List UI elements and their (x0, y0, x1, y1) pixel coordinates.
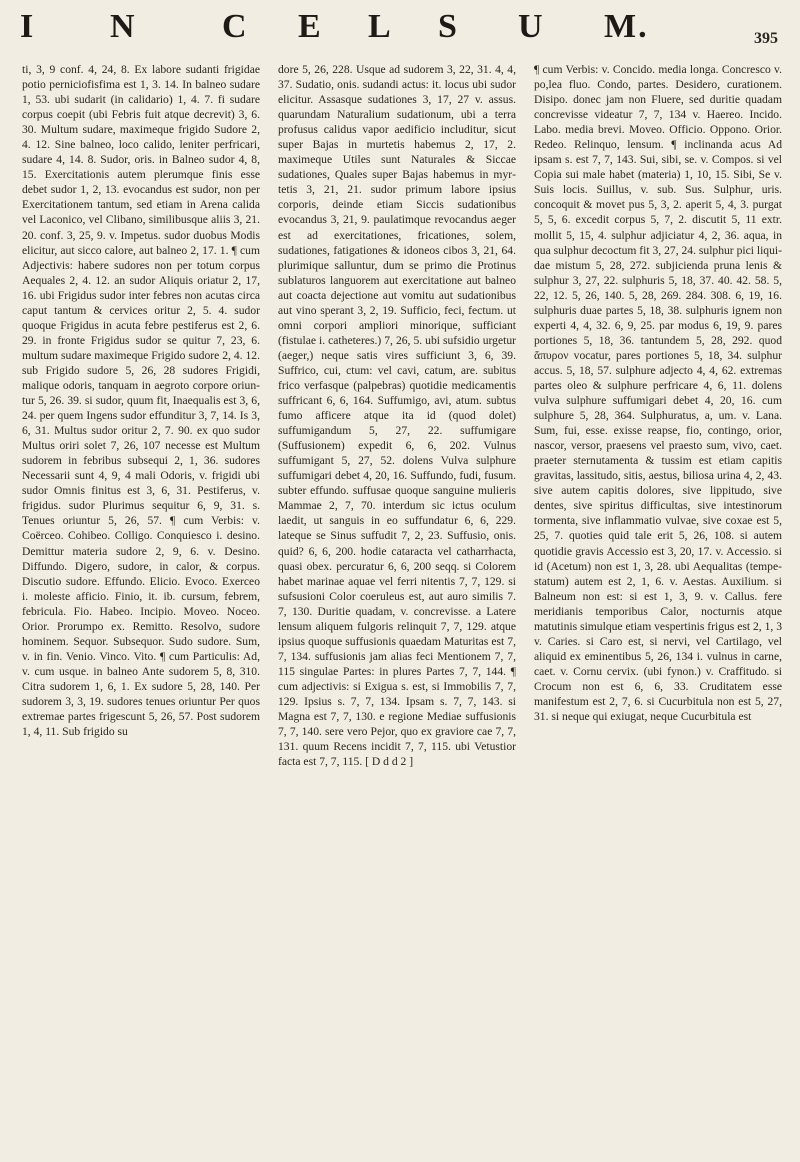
header-letter: M. (604, 8, 649, 45)
header-letter: I (20, 8, 36, 45)
header-letter: U (518, 8, 545, 45)
header-letter: S (438, 8, 459, 45)
header-letter: E (298, 8, 323, 45)
text-column-left (22, 62, 260, 1152)
header-letter: N (110, 8, 137, 45)
header-letter: L (368, 8, 393, 45)
column-text: ¶ cum Verbis: v. Concido. media longa. Concresco v. po,lea fluo. Condo, partes. Desidero, curationem. Disipo. donec jam non Fluere, sed duritie quadam concrevisse videatur 7, 7, 134 v. Haereo. Incido. Labo. media brevi. Moveo. Officio. Oppono. Orior. Redeo. Relinquo, lensum. ¶ inclinanda acus Ad ipsam s. est 7, 7, 143. Sui, sibi, se. v. Compos. si vel Copia sui male habet (materia) 1, 10, 15. Sibi, Se v. Suis locis. Suillus, v. sub. Sus. Sulphur, uris. concoquit & movet pus 5, 3, 2. aperit 5, 4, 3. purgat 5, 5, 6. excedit corpus 5, 7, 2. discutit 5, 11 extr. mollit 5, 15, 4. sulphur adjiciatur 4, 2, 36. aqua, in qua sulphur decoctum fit 3, 27, 24. sulphur pici liquidae mistum 5, 28, 272. subjicienda pruna lenis & sulphur 3, 27, 22. sulphuris 5, 18, 37. 40. 42. 58. 5, 22, 12. 5, 26, 140. 5, 28, 269. 284. 308. 6, 19, 16. sulphuris duae partes 5, 18, 38. sulphuris ignem non experti 4, 4, 32. 6, 9, 25. par modus 6, 19, 9. pares portiones 5, 18, 36. tantundem 5, 28, 292. quod ἄπυρον vocatur, pares portiones 5, 18, 34. sulphur accus. 5, 18, 57. sulphure adjecto 4, 4, 62. extremas partes oleo & sulphure perfricare 4, 6, 11. dolens vulva sulphure suffumigari debet 4, 20, 16. cum sulphure 5, 28, 364. Sulphuratus, a, um. v. Lana. Sum, fui, esse. exisse reapse, fio, contingo, orior, nascor, versor, praesens vel praesto sum, vivo, caet. praeter sternutamenta & tussim est etiam capitis gravitas, lassitudo, sitis, aestus, biliosa urina 4, 2, 43. sive autem capitis dolores, sive lippitudo, sive dentes, sive spiritus difficultas, sive intestinorum tormenta, sive inflammatio vulvae, sive coxae est 5, 25, 7. quoties quid tale erit 5, 26, 108. si autem quotidie gravis Accessio est 3, 20, 17. v. Accessio. si id (Acetum) non est 1, 3, 28. ubi Aequalitas (tempestatum) autem est 2, 1, 6. v. Aestas. Auxilium. si Balneum non est: si est 1, 3, 9. v. Callus. fere meridianis temporibus Calor, nocturnis atque matutinis simulque etiam vespertinis frigus est 2, 1, 3 v. Caries. si Caro est, si nervi, vel Cartilago, vel aliquid ex eminentibus 5, 26, 134 i. vulnus in carne, caet. v. Cornu cervix. (ubi fynon.) v. Craffitudo. si Crocum non est 6, 6, 33. Cruditatem esse manifestum est 2, 7, 6. si Cucurbitula non est 5, 27, 31. si neque qui exiugat, neque Cucurbitula est (534, 63, 782, 724)
running-header (0, 8, 800, 54)
text-column-middle (278, 62, 516, 1152)
column-text: dore 5, 26, 228. Usque ad sudorem 3, 22, 31. 4, 4, 37. Sudatio, onis. sudandi actus: it. locus ubi sudor elicitur. Assasque sudationes 3, 17, 27 v. assus. quarundam Naturalium sudationum, ubi a terra profusus calidus vapor aedificio includitur, sicut super Bajas in murtetis habemus 2, 17, 2. maximeque Utiles sunt Naturales & Siccae sudationes, Quales super Bajas habemus in myrtetis 3, 21, 21. sudor primum labore ipsius corporis, deinde etiam Siccis sudationibus evocandus 3, 21, 9. paulatimque revocandus aeger est ad exercitationes, fricationes, solem, sudationes, fatigationes & idoneos cibos 3, 21, 64. plurimique salluntur, dum se primo die Protinus sublaturos languorem aut exercitatione aut balneo aut coacta dejectione aut vomitu aut sudationibus aut vino sperant 3, 2, 19. Sufficio, feci, fectum. ut omni corpori ampliori minorique, sufficiant (fistulae i. catheteres.) 7, 26, 5. ubi sufsidio urgetur (aeger,) neque satis vires sufficiunt 3, 6, 39. Suffrico, cui, ctum: vel cavi, catum, are. subitus frico verfasque (palpebras) quotidie medicamentis suffricant 6, 6, 164. Suffumigo, avi, atum. subtus fumo afficere atque ita id (quod dolet) suffumigandum 5, 27, 22. suffumigare (Suffusionem) expedit 6, 6, 202. Vulnus suffumigant 5, 27, 52. dolens Vulva sulphure suffumigari debet 4, 20, 16. Suffundo, fudi, fusum. subter effundo. suffusae quoque sanguine mulieris Mammae 2, 7, 70. interdum sic ictus oculum laedit, ut sanguis in eo suffundatur 6, 6, 229. lateque se Sinus suffudit 7, 2, 23. Suffusio, onis. quid? 6, 6, 200. hodie cataracta vel catharrhacta, quasi obex. percuratur 6, 6, 200 seqq. si Colorem habet marinae aquae vel ferri nitentis 7, 7, 129. si sufsusioni Color coeruleus est, aut auro similis 7. 7, 130. Duritie quadam, v. concrevisse. a Latere lensum aliquem fulgoris relinquit 7, 7, 129. atque ipsius quoque suffusionis quaedam Maturitas est 7, 7, 134. suffusionis jam alias feci Mentionem 7, 7, 115 singulae Partes: in plures Partes 7, 7, 144. ¶ cum adjectivis: si Exigua s. est, si Immobilis 7, 7, 129. Ipsius s. 7, 7, 134. Ipsam s. 7, 7, 143. si Magna est 7, 7, 130. e regione Mediae suffusionis 7, 7, 140. sere vero Pejor, quo ex graviore cae 7, 7, 131. quum Recens incidit 7, 7, 115. ubi Vetustior facta est 7, 7, 115. [ D d d 2 ] (278, 63, 516, 769)
page-number: 395 (754, 30, 778, 47)
header-letter: C (222, 8, 249, 45)
column-text: ti, 3, 9 conf. 4, 24, 8. Ex labore sudanti frigidae potio perniciofisfima est 1, 3. 14. In balneo sudare 1, 53. ubi sudarit (in calidario) 1, 4. 7. fi sudare corpus coepit (ubi Febris fuit atque decrevit) 3, 6. 30. Multum sudare, maximeque frigido Sudore 2, 4. 12. Sine balneo, loco calido, leniter perfricari, sudare 4, 14. 8. Sudor, oris. in Balneo sudor 4, 8, 15. Exercitationis autem plerumque finis esse debet sudor 1, 2, 13. evocandus est sudor, non per Exercitationem tantum, sed etiam in Arena calida vel Laconico, vel Clibano, similibusque aliis 3, 21. 20. conf. 3, 25, 9. v. Impetus. sudor duobus Modis elicitur, aut sicco calore, aut balneo 2, 17. 1. ¶ cum Adjectivis: habere sudores non per totum corpus Aequales 2, 4. 12. an sudor Aliquis oriatur 2, 17, 16. ubi Frigidus sudor inter febres non acutas circa caput tantum & cervices oritur 2, 5. 4. sudor quoque Frigidus in acuta febre pestiferus est 2, 6. 29. in fronte Frigidus sudor se quitur 7, 23, 6. multum sudare maximeque Frigido sudore 2, 4. 12. sub Frigido sudore 5, 26, 28 sudores Frigidi, malique odoris, tanquam in aegroto corpore oriuntur 5, 26. 39. si sudor, quum fit, Inaequalis est 3, 6, 24. per quem Ingens sudor effunditur 3, 7, 14. Is 3, 6, 31. Multus sudor oritur 2, 7. 90. ex quo sudor Multus oriri solet 7, 26, 107 necesse est Multum sudorem in febribus subsequi 2, 1, 36. sudores Necessarii sunt 4, 9, 4 mali Odoris, v. frigidi ubi sudor Omnis finitus est 3, 6, 31. Pestiferus, v. frigidus. sudor Plurimus sequitur 6, 9, 31. s. Tenues oriuntur 5, 26, 57. ¶ cum Verbis: v. Coërceo. Cohibeo. Colligo. Conquiesco i. desino. Demittur materia sudore 2, 9, 6. v. Desino. Diffundo. Digero, sudore, in calor, & corpus. Discutio sudore. Effundo. Elicio. Evoco. Exerceo i. moleste afficio. Finio, it. ib. cursum, febrem, febricula. Fio. Habeo. Incipio. Moveo. Noceo. Orior. Prorumpo ex. Remitto. Resolvo, sudore hominem. Sequor. Subsequor. Sudo sudore. Sum, v. in fin. Venio. Vinco. Vito. ¶ cum Particulis: Ad, v. cum usque. in balneo Ante sudorem 5, 8, 310. Citra sudorem 1, 6, 1. Ex sudore 5, 28, 140. Per sudorem 3, 3, 19. sudores tenues oriuntur Per quos extremae partes frigescunt 5, 26, 57. Post sudorem 1, 4, 11. Sub frigido su (22, 63, 260, 739)
text-column-right (534, 62, 782, 1152)
